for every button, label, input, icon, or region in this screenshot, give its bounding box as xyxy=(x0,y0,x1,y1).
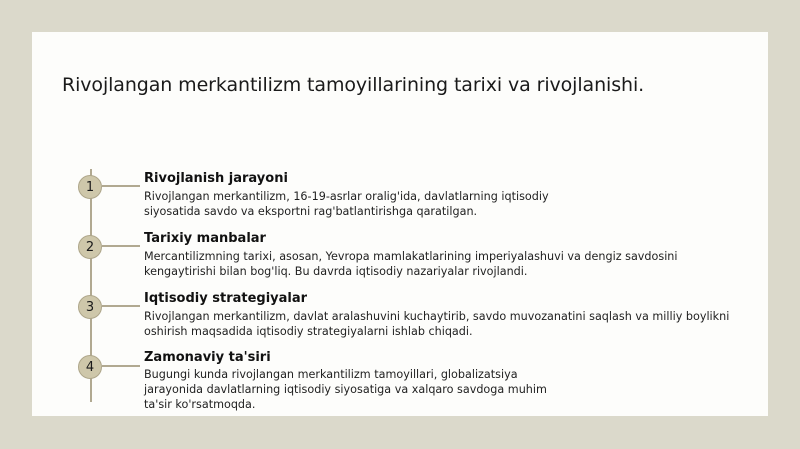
desc-line: jarayonida davlatlarning iqtisodiy siyosatiga va xalqaro savdoga muhim xyxy=(144,383,547,396)
desc-line: kengaytirishi bilan bog'liq. Bu davrda iqtisodiy nazariyalar rivojlandi. xyxy=(144,265,528,278)
desc-line: siyosatida savdo va eksportni rag'batlantirishga qaratilgan. xyxy=(144,205,478,218)
step-number-badge xyxy=(78,235,102,259)
desc-line: Rivojlangan merkantilizm, 16-19-asrlar oralig'ida, davlatlarning iqtisodiy xyxy=(144,190,549,203)
desc-line: Bugungi kunda rivojlangan merkantilizm tamoyillari, globalizatsiya xyxy=(144,368,518,381)
step-description xyxy=(144,309,729,339)
desc-line: ta'sir ko'rsatmoqda. xyxy=(144,398,256,411)
step-number: 4 xyxy=(85,359,95,375)
step-title: Rivojlanish jarayoni xyxy=(144,171,288,186)
step-number-badge xyxy=(78,175,102,199)
desc-line: Mercantilizmning tarixi, asosan, Yevropa mamlakatlarining imperiyalashuvi va dengiz savdosini xyxy=(144,250,678,263)
step-connector xyxy=(102,305,140,307)
slide xyxy=(32,32,768,416)
step-description xyxy=(144,189,549,219)
step-number: 2 xyxy=(85,239,95,255)
step-number-badge xyxy=(78,355,102,379)
slide-title: Rivojlangan merkantilizm tamoyillarining tarixi va rivojlanishi. xyxy=(62,74,645,96)
step-connector xyxy=(102,245,140,247)
step-number: 1 xyxy=(85,179,95,195)
step-number-badge xyxy=(78,295,102,319)
step-number: 3 xyxy=(85,299,95,315)
step-title: Zamonaviy ta'siri xyxy=(144,350,271,365)
step-title: Iqtisodiy strategiyalar xyxy=(144,291,308,306)
step-connector xyxy=(102,185,140,187)
step-connector xyxy=(102,365,140,367)
desc-line: Rivojlangan merkantilizm, davlat aralashuvini kuchaytirib, savdo muvozanatini saqlash va milliy boylikni xyxy=(144,310,730,323)
desc-line: oshirish maqsadida iqtisodiy strategiyalarni ishlab chiqadi. xyxy=(144,325,473,338)
step-title: Tarixiy manbalar xyxy=(144,231,266,246)
step-description xyxy=(144,249,678,279)
step-description xyxy=(144,367,547,412)
